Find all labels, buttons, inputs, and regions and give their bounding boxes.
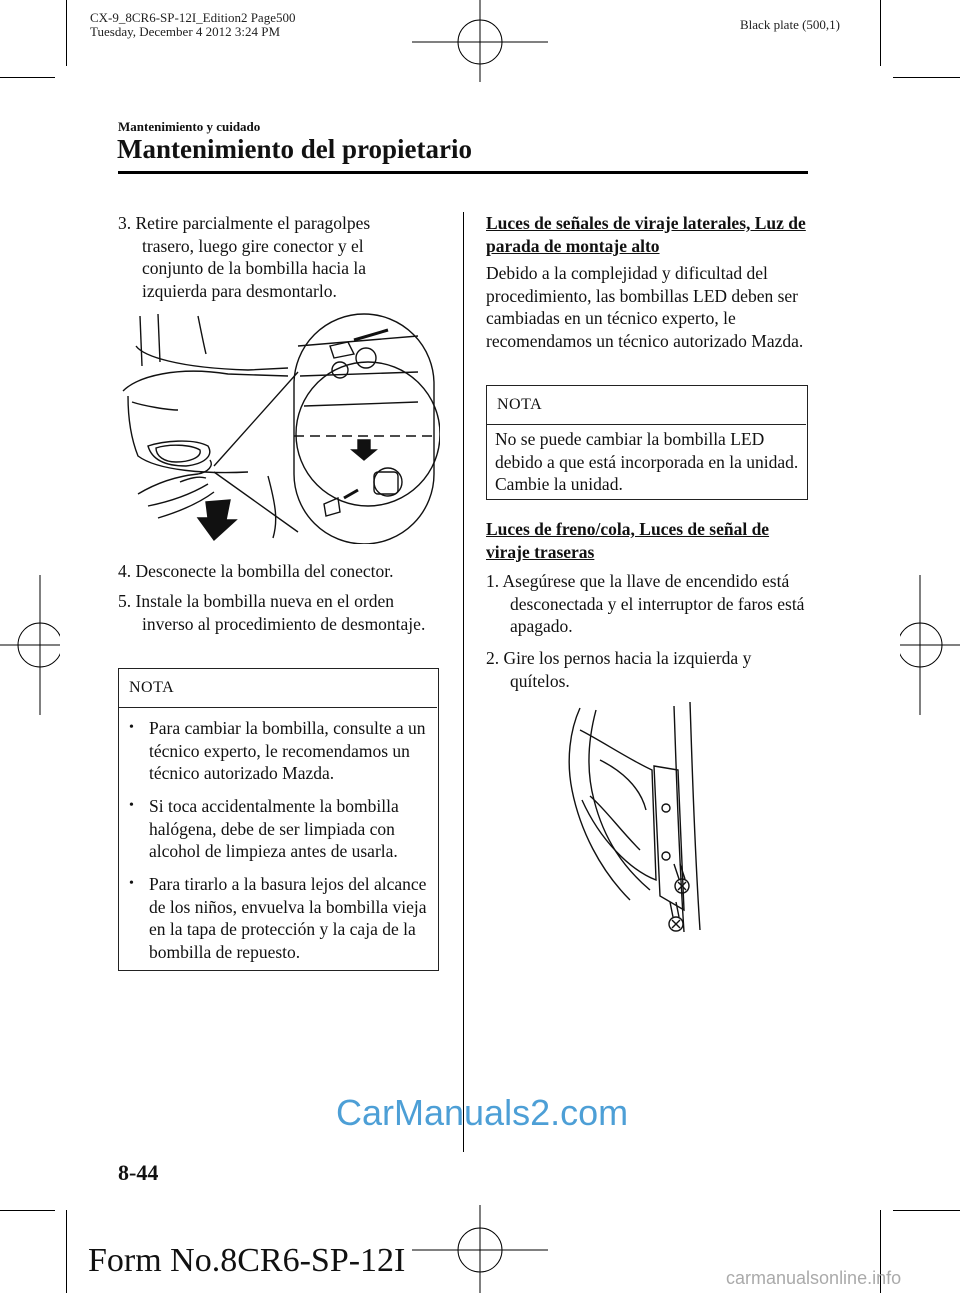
watermark-carmanuals2: CarManuals2.com	[336, 1092, 629, 1133]
form-number: Form No.8CR6-SP-12I	[88, 1242, 406, 1279]
note-heading: NOTA	[497, 396, 543, 413]
note-box-left	[118, 668, 439, 971]
subhead-brake-tail-lights: Luces de freno/cola, Luces de señal de viraje traseras	[486, 519, 770, 562]
title-rule	[118, 171, 808, 174]
bullet-icon: •	[129, 720, 134, 735]
paragraph-led-replacement: Debido a la complejidad y dificultad del procedimiento, las bombillas LED deben ser cambiadas en un técnico experto, le recomendamos un técnico autorizado Mazda.	[486, 263, 804, 351]
registration-mark-left	[0, 575, 60, 715]
note-heading-rule	[119, 707, 437, 708]
step-5: 5. Instale la bombilla nueva en el orden inverso al procedimiento de desmontaje.	[118, 591, 426, 634]
rear-bumper-bulb-illustration	[118, 306, 440, 544]
registration-mark-bottom	[412, 1205, 548, 1293]
note-bullet-2: • Si toca accidentalmente la bombilla halógena, debe de ser limpiada con alcohol de limpieza antes de usarla.	[129, 796, 399, 861]
note-bullet-3: • Para tirarlo a la basura lejos del alcance de los niños, envuelva la bombilla vieja en la tapa de protección y la caja de la bombilla de repuesto.	[129, 874, 427, 962]
note-text: No se puede cambiar la bombilla LED debido a que está incorporada en la unidad. Cambie la unidad.	[495, 429, 799, 494]
print-job-line2: Tuesday, December 4 2012 3:24 PM	[90, 24, 281, 39]
section-label: Mantenimiento y cuidado	[118, 119, 261, 134]
column-divider	[463, 212, 464, 1152]
step-3: 3. Retire parcialmente el paragolpes trasero, luego gire conector y el conjunto de la bombilla hacia la izquierda para desmontarlo.	[118, 213, 371, 301]
page-number: 8-44	[118, 1160, 159, 1185]
step-4: 4. Desconecte la bombilla del conector.	[118, 561, 394, 581]
subhead-side-turn-signals: Luces de señales de viraje laterales, Luz de parada de montaje alto	[486, 213, 806, 256]
bullet-icon: •	[129, 876, 134, 891]
note-heading-rule	[487, 424, 806, 425]
registration-mark-top	[412, 0, 548, 90]
page-title: Mantenimiento del propietario	[117, 134, 472, 164]
step-1: 1. Asegúrese que la llave de encendido está desconectada y el interruptor de faros está apagado.	[486, 571, 805, 636]
plate-label: Black plate (500,1)	[740, 17, 840, 32]
step-2: 2. Gire los pernos hacia la izquierda y quítelos.	[486, 648, 752, 691]
note-bullet-1: • Para cambiar la bombilla, consulte a un técnico experto, le recomendamos un técnico autorizado Mazda.	[129, 718, 426, 783]
registration-mark-right	[900, 575, 960, 715]
note-box-right	[486, 385, 808, 500]
note-heading: NOTA	[129, 679, 175, 696]
print-job-line1: CX-9_8CR6-SP-12I_Edition2 Page500	[90, 10, 296, 25]
site-watermark: carmanualsonline.info	[726, 1268, 902, 1288]
bullet-icon: •	[129, 798, 134, 813]
tail-light-bolts-illustration	[560, 700, 740, 936]
